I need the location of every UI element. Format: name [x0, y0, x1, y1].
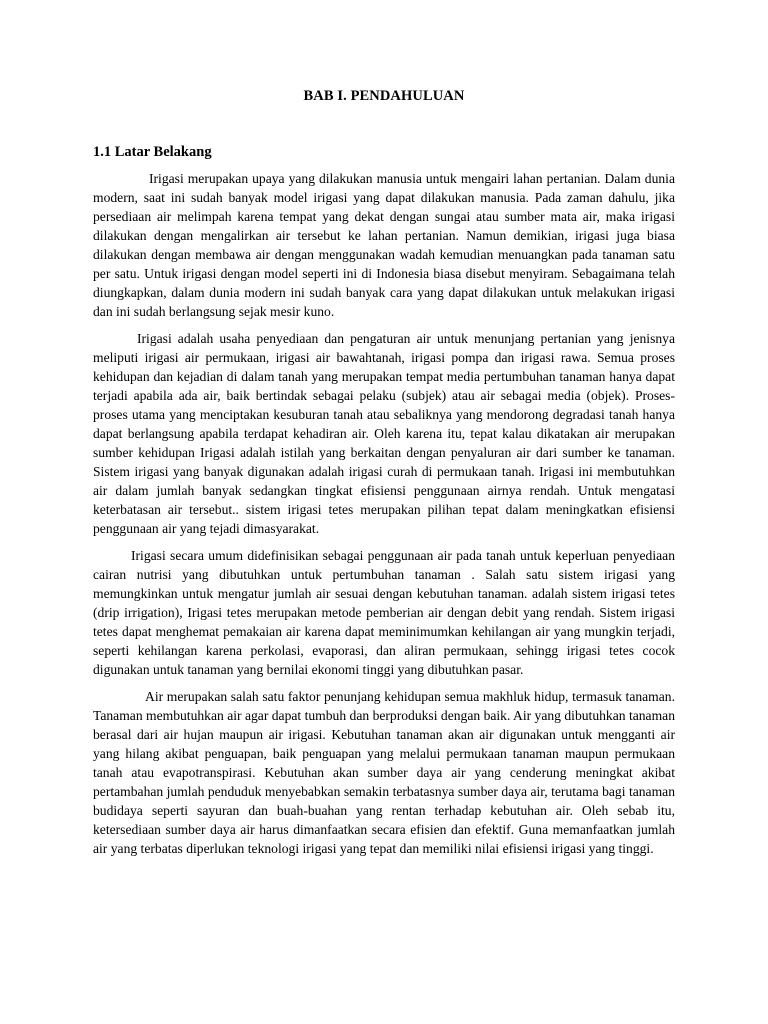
paragraph-2: Irigasi adalah usaha penyediaan dan pengaturan air untuk menunjang pertanian yang jenisnya meliputi irigasi air permukaan, irigasi air bawahtanah, irigasi pompa dan irigasi rawa. Semua proses kehidupan dan kejadian di dalam tanah yang merupakan tempat media pertumbuhan tanaman hanya dapat terjadi apabila ada air, baik bertindak sebagai pelaku (subjek) atau air sebagai media (objek). Proses-proses utama yang menciptakan kesuburan tanah atau sebaliknya yang mendorong degradasi tanah hanya dapat berlangsung apabila terdapat kehadiran air. Oleh karena itu, tepat kalau dikatakan air merupakan sumber kehidupan Irigasi adalah istilah yang berkaitan dengan penyaluran air dari sumber ke tanaman. Sistem irigasi yang banyak digunakan adalah irigasi curah di permukaan tanah. Irigasi ini membutuhkan air dalam jumlah banyak sedangkan tingkat efisiensi penggunaan airnya rendah. Untuk mengatasi keterbatasan air tersebut.. sistem irigasi tetes merupakan pilihan tepat dalam meningkatkan efisiensi penggunaan air yang tejadi dimasyarakat.	[93, 331, 675, 536]
paragraph-1: Irigasi merupakan upaya yang dilakukan manusia untuk mengairi lahan pertanian. Dalam dunia modern, saat ini sudah banyak model irigasi yang dapat dilakukan manusia. Pada zaman dahulu, jika persediaan air melimpah karena tempat yang dekat dengan sungai atau sumber mata air, maka irigasi dilakukan dengan mengalirkan air tersebut ke lahan pertanian. Namun demikian, irigasi juga biasa dilakukan dengan membawa air dengan menggunakan wadah kemudian menuangkan pada tanaman satu per satu. Untuk irigasi dengan model seperti ini di Indonesia biasa disebut menyiram. Sebagaimana telah diungkapkan, dalam dunia modern ini sudah banyak cara yang dapat dilakukan untuk melakukan irigasi dan ini sudah berlangsung sejak mesir kuno.	[93, 171, 675, 319]
body-text	[93, 170, 675, 867]
section-heading: 1.1 Latar Belakang	[93, 144, 212, 160]
paragraph-3: Irigasi secara umum didefinisikan sebagai penggunaan air pada tanah untuk keperluan penyediaan cairan nutrisi yang dibutuhkan untuk pertumbuhan tanaman . Salah satu sistem irigasi yang memungkinkan untuk mengatur jumlah air sesuai dengan kebutuhan tanaman. adalah sistem irigasi tetes (drip irrigation), Irigasi tetes merupakan metode pemberian air dengan debit yang rendah. Sistem irigasi tetes dapat menghemat pemakaian air karena dapat meminimumkan kehilangan air yang mungkin terjadi, seperti kehilangan karena perkolasi, evaporasi, dan aliran permukaan, sehingg irigasi tetes cocok digunakan untuk tanaman yang bernilai ekonomi tinggi yang dibutuhkan pasar.	[93, 548, 675, 677]
paragraph-4: Air merupakan salah satu faktor penunjang kehidupan semua makhluk hidup, termasuk tanaman. Tanaman membutuhkan air agar dapat tumbuh dan berproduksi dengan baik. Air yang dibutuhkan tanaman berasal dari air hujan maupun air irigasi. Kebutuhan tanaman akan air digunakan untuk mengganti air yang hilang akibat penguapan, baik penguapan yang melalui permukaan tanaman maupun permukaan tanah atau evapotranspirasi. Kebutuhan akan sumber daya air yang cenderung meningkat akibat pertambahan jumlah penduduk menyebabkan semakin terbatasnya sumber daya air, terutama bagi tanaman budidaya seperti sayuran dan buah-buahan yang rentan terhadap kebutuhan air. Oleh sebab itu, ketersediaan sumber daya air harus dimanfaatkan secara efisien dan efektif. Guna memanfaatkan jumlah air yang terbatas diperlukan teknologi irigasi yang tepat dan memiliki nilai efisiensi irigasi yang tinggi.	[93, 689, 675, 856]
chapter-title: BAB I. PENDAHULUAN	[303, 88, 465, 104]
